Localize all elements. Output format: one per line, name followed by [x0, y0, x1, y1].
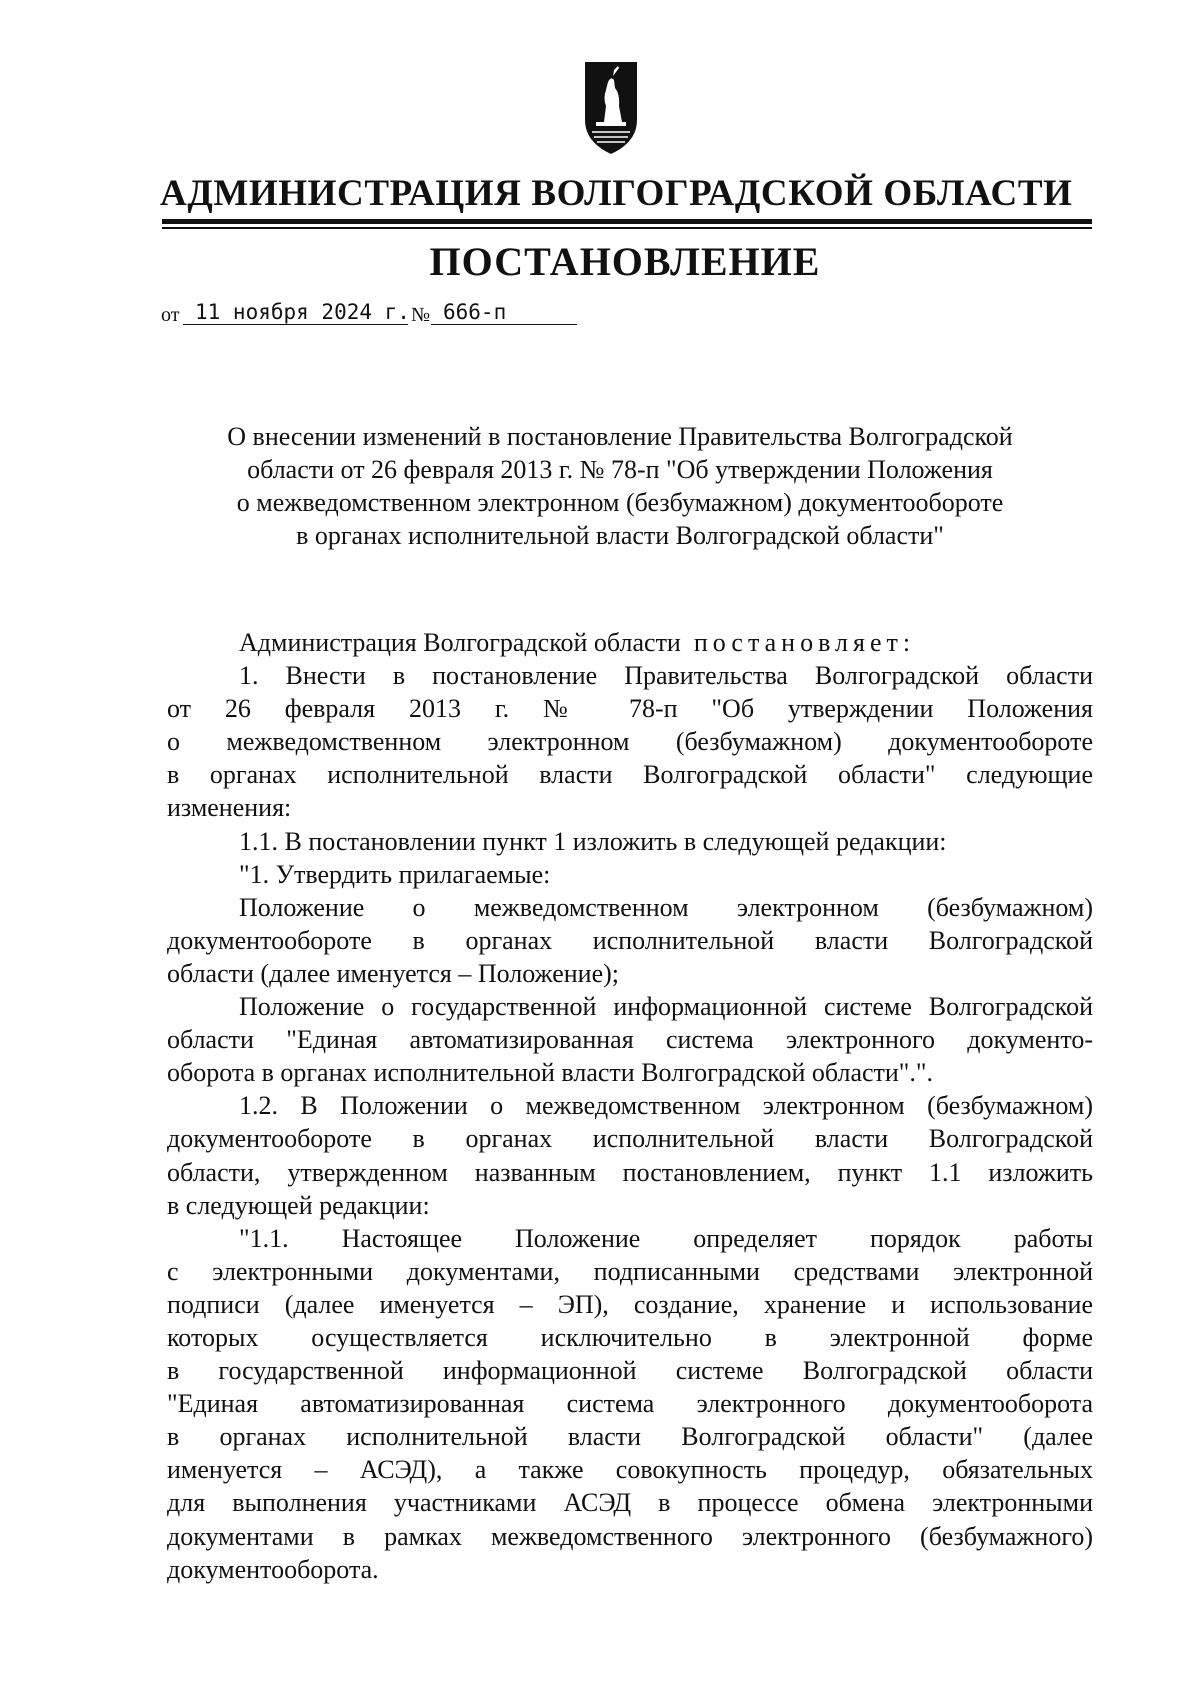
subject-line: О внесении изменений в постановление Правительства Волгоградской: [227, 422, 1013, 451]
body-line: 1.2. В Положении о межведомственном электронном (безбумажном): [239, 1091, 1093, 1121]
preamble: [167, 626, 1093, 659]
document-body: [167, 626, 1093, 1586]
body-line: документами в рамках межведомственного электронного (безбумажного): [167, 1521, 1093, 1551]
document-type-title: ПОСТАНОВЛЕНИЕ: [429, 239, 821, 284]
date-value: 11 ноября 2024 г.: [183, 300, 408, 325]
preamble-subject: Администрация Волгоградской области: [239, 628, 681, 657]
body-line: в государственной информационной системе Волгоградской области: [167, 1356, 1093, 1386]
body-line: о межведомственном электронном (безбумажном) документообороте: [167, 727, 1093, 757]
coat-of-arms-icon: [584, 60, 638, 156]
body-line: "1.1. Настоящее Положение определяет порядок работы: [239, 1223, 1093, 1253]
subject-line: области от 26 февраля 2013 г. № 78-п "Об утверждении Положения: [247, 455, 993, 484]
body-line: для выполнения участниками АСЭД в процессе обмена электронными: [167, 1488, 1093, 1518]
body-line: документооборота.: [167, 1554, 379, 1584]
body-line: в следующей редакции:: [167, 1190, 430, 1220]
body-line: в органах исполнительной власти Волгоградской области" (далее: [167, 1422, 1093, 1452]
body-line: Положение о государственной информационной системе Волгоградской: [239, 992, 1093, 1022]
body-line: которых осуществляется исключительно в электронной форме: [167, 1322, 1093, 1352]
body-line: в органах исполнительной власти Волгоградской области" следующие: [167, 760, 1093, 790]
body-line: подписи (далее именуется – ЭП), создание, хранение и использование: [167, 1289, 1093, 1319]
body-line: документообороте в органах исполнительной власти Волгоградской: [167, 1124, 1093, 1154]
body-line: области (далее именуется – Положение);: [167, 958, 619, 988]
body-line: 1.1. В постановлении пункт 1 изложить в следующей редакции:: [239, 826, 947, 856]
body-line: с электронными документами, подписанными средствами электронной: [167, 1256, 1093, 1286]
number-value: 666-п: [431, 300, 577, 325]
organization-title: АДМИНИСТРАЦИЯ ВОЛГОГРАДСКОЙ ОБЛАСТИ: [160, 173, 1073, 214]
subject-line: в органах исполнительной власти Волгоградской области": [296, 521, 944, 550]
body-line: Положение о межведомственном электронном (безбумажном): [239, 892, 1093, 922]
header-rule-thick: [162, 219, 1092, 224]
body-line: "1. Утвердить прилагаемые:: [239, 859, 551, 889]
body-line: изменения:: [167, 793, 292, 823]
body-line: области "Единая автоматизированная система электронного документо-: [167, 1025, 1093, 1055]
body-line: от 26 февраля 2013 г. № 78-п "Об утверждении Положения: [167, 694, 1093, 724]
body-line: документообороте в органах исполнительной власти Волгоградской: [167, 925, 1093, 955]
document-subject: [170, 420, 1070, 552]
subject-line: о межведомственном электронном (безбумажном) документообороте: [236, 488, 1004, 517]
date-label: от: [161, 304, 180, 326]
body-line: оборота в органах исполнительной власти Волгоградской области".".: [167, 1058, 934, 1088]
header-rule-thin: [162, 227, 1092, 229]
body-line: области, утвержденном названным постановлением, пункт 1.1 изложить: [167, 1157, 1093, 1187]
body-line: именуется – АСЭД), а также совокупность процедур, обязательных: [167, 1455, 1093, 1485]
body-line: "Единая автоматизированная система электронного документооборота: [167, 1389, 1093, 1419]
body-line: 1. Внести в постановление Правительства Волгоградской области: [239, 661, 1093, 691]
preamble-verb: постановляет:: [693, 628, 916, 657]
number-label: №: [411, 304, 431, 326]
